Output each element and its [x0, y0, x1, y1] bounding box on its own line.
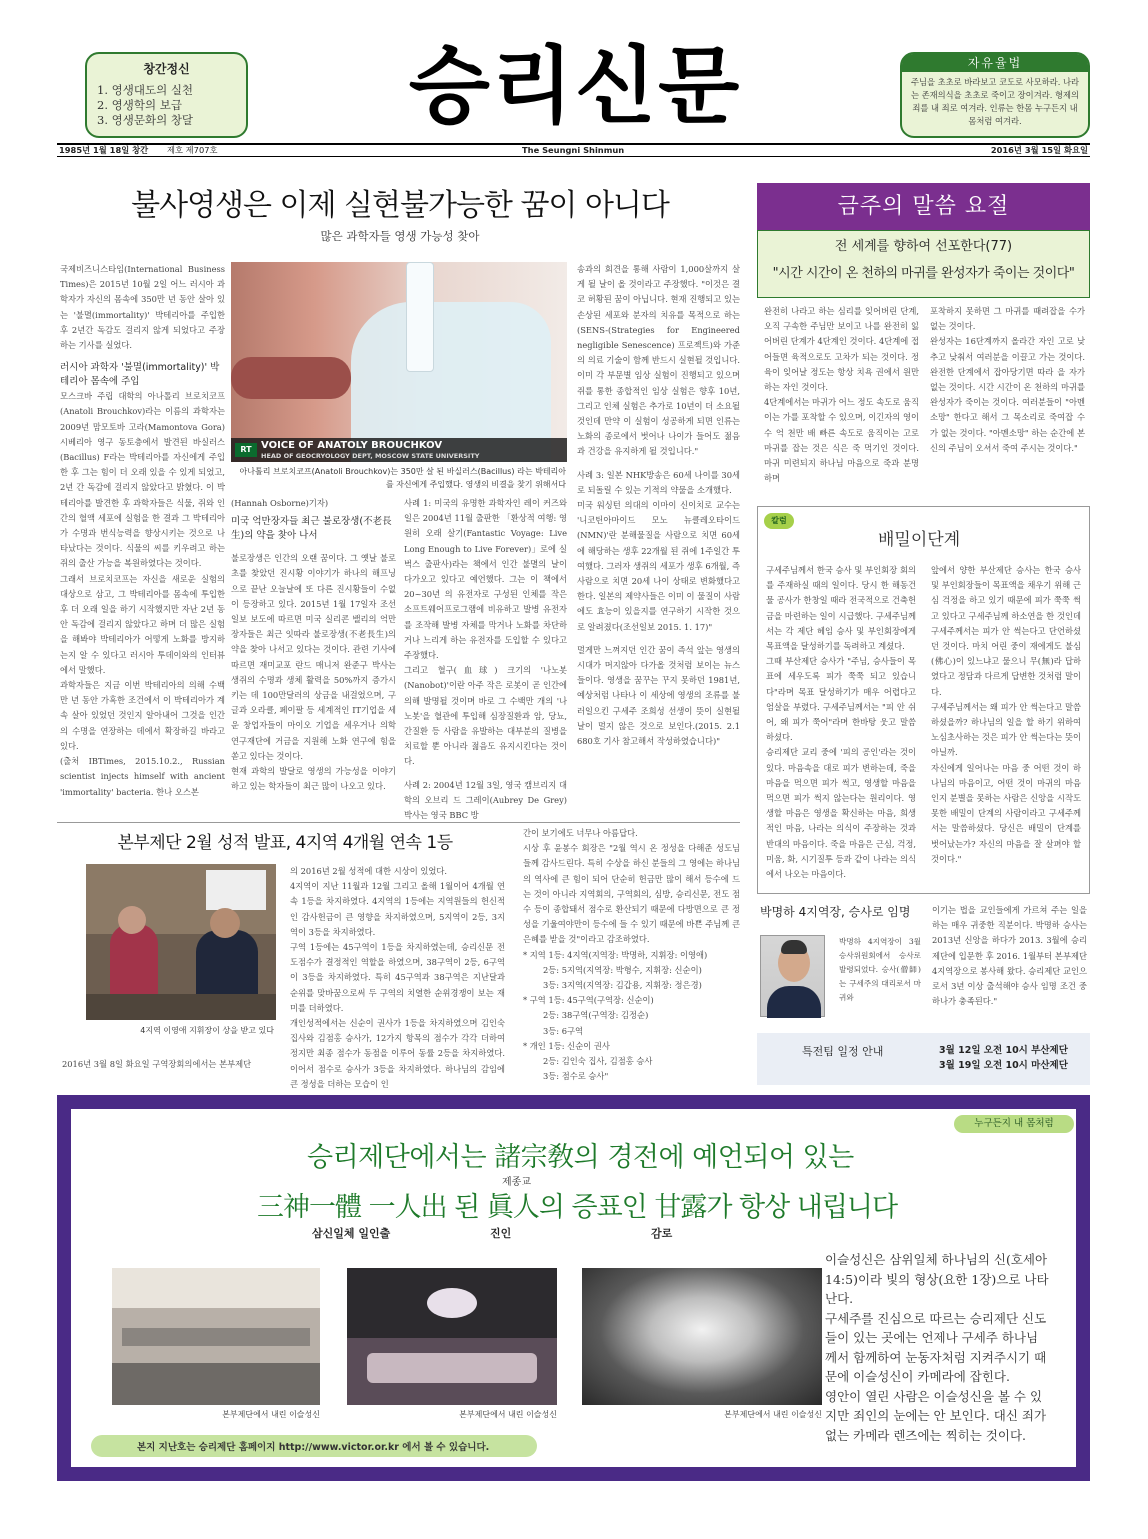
- ad-tag: 누구든지 내 몸처럼: [954, 1115, 1074, 1133]
- weekly-verse-text: 포착하지 못하면 그 마귀를 때려잡을 수가 없는 것이다. 완성자는 16단계까지 올라간 자인 고로 낮추고 낮춰서 여러분을 이끌고 가는 것이다. 완전한 단계에서 잡아당기면 따라 을 자가 없는 것이다. 시간 시간이 온 천하의 마귀를 완성자가 죽이는 것이다. 여러분들이 "아멘소망" 한다고 해서 그 목소리로 죽여잡 수가 없는 것이다. "아멘소망" 하는 순간에 본신의 주님이 오셔서 죽여 주시는 것이다.": [930, 306, 1085, 453]
- article-text: 국제비즈니스타임(International Business Times)은 2015년 10월 2일 어느 러시아 과학자가 자신의 몸속에 350만 년 동안 살아 있는 '불멸(immortality)' 박테리아를 주입한 후 2년간 독감도 걸리지 않게 되었다고 주장하는 기사를 실었다.: [60, 264, 225, 351]
- baemil-text: 앞에서 양한 부산제단 승사는 한국 승사 및 부인회장들이 목표액을 채우기 위해 근심 걱정을 하고 있기 때문에 피가 쭉쭉 썩고 있다고 구세주님께 하소연을 한 것인데 구세주께서는 피가 안 썩는다고 단언하셨던 것이다. 마치 어린 중이 재에게도 불심(佛心)이 있느냐고 물으니 무(無)라 답하였다고 정담과 다르게 답변한 것처럼 말이다. 구세주님께서는 왜 피가 안 썩는다고 말씀하셨을까? 하나님의 일을 할 하기 위하여 노심초사하는 것은 피가 안 썩는다는 뜻이 아닐까. 자신에게 일어나는 마음 중 어떤 것이 하나님의 마음이고, 어떤 것이 마귀의 마음인지 분별을 못하는 사람은 신앙을 시작도 못한 배밀이 단계의 사람이라고 구세주께서는 말씀하셨다. 당신은 배밀이 단계를 벗어났는가? 자신의 마음을 잘 살펴야 할 것이다.": [931, 565, 1081, 864]
- award-photo: [86, 864, 276, 1020]
- article-text: (Hannah Osborne)기자): [231, 498, 329, 508]
- founding-item: 3. 영생문화의 창달: [97, 113, 194, 127]
- article-subheading: 러시아 과학자 '불멸(immortality)' 박테리아 몸속에 주입: [60, 362, 220, 388]
- english-name: The Seungni Shinmun: [522, 145, 625, 155]
- weekly-verse-subbox: [757, 230, 1090, 298]
- founding-item: 1. 영생대도의 실천: [97, 83, 194, 97]
- dew-photo-caption: 본부제단에서 내린 이슬성신: [222, 1410, 320, 1419]
- newspaper-logo: 승리신문: [408, 37, 742, 135]
- ad-line1: 승리제단에서는 諸宗敎의 경전에 예언되어 있는: [307, 1142, 854, 1173]
- grades-list-item: * 개인 1등: 신순이 권사: [523, 1040, 610, 1051]
- dew-photo: [112, 1268, 320, 1405]
- dew-photo: [582, 1268, 822, 1405]
- article-text: 불로장생은 인간의 오랜 꿈이다. 그 옛날 불로초를 찾았던 진시황 이야기가 하나의 해프닝으로 끝난 오늘날에 또 다른 진시황들이 수없이 등장하고 있다. 2015년 1월 17일자 조선일보 보도에 따르면 미국 실리콘 밸리의 억만장자들은 최근 잇따라 불로장생(不老長生)의 약을 찾아 나서고 있다는 것이다. 관련 기사에 따르면 재미교포 란드 매니저 완준구 박사는 생쥐의 수명과 생체 활력을 50%까지 증가시키는 데 100만달러의 상금을 내걸었으며, 구글과 오라클, 페이팔 등 세계적인 IT기업을 세운 창업자들이 마이오 기업을 세우거나 의학연구재단에 거금을 지원해 노화 연구에 힘을 쏟고 있다는 것이다. 현재 과학의 발달로 영생의 가능성을 이야기하고 있는 학자들이 최근 많이 나오고 있다.: [231, 553, 396, 792]
- article-subheading: 미국 억만장자들 최근 불로장생(不老長生)의 약을 찾아 나서: [231, 516, 392, 542]
- weekly-verse-quote: "시간 시간이 온 천하의 마귀를 완성자가 죽이는 것이다": [772, 266, 1075, 281]
- appointment-text: 박명하 4지역장이 3월 승사위원회에서 승사로 발령되었다. 승사(僧師)는 구세주의 대리로서 마귀와: [839, 937, 921, 1002]
- article-text: 모스크바 주립 대학의 아나톨리 브로치코프(Anatoli Brouchkov)라는 이름의 과학자는 2009년 맘모토바 고라(Mamontova Gora) 시베리아 영구 동토층에서 발견된 바실러스(Bacillus) F라는 박테리아를 자신에게 주입한 후 그는 힘이 더 오래 있을 수 있게 되었고, 2년 간 독감에 걸리지 않았다고 밝혔다. 이 박테리아를 발견한 후 과학자들은 식물, 쥐와 인간의 혈액 세포에 실험을 한 결과 그 박테리아가 수명과 번식능력을 향상시키는 것으로 나타났다는 것이다. 식물의 씨를 키우려고 하는 쥐의 출산 가능을 복원하였다는 것이다. 그래서 브로치코프는 자신을 새로운 실험의 대상으로 삼고, 그 박테리아를 몸속에 투입한 후 더 오래 일을 하기 시작했지만 자난 2년 동안 독감에 걸리지 않았다고 하며 더 많은 실험을 해봐야 박테리아가 어떻게 노화를 방지하는지 알 수 있다고 러시아 투데이와의 인터뷰에서 말했다. 과학자들은 지금 이번 박테리아의 의해 수백만 년 동안 가혹한 조건에서 이 박테리아가 계속 살아 있었던 것인지 알아내어 그것을 인간의 수명을 연장하는 데에서 확장하길 바라고 있다. (출처 IBTimes, 2015.10.2., Russian scientist injects himself with ancient 'immortality' bacteria. 한나 오스본: [60, 391, 225, 797]
- dew-photo-caption: 본부제단에서 내린 이슬성신: [459, 1410, 557, 1419]
- main-headline: 불사영생은 이제 실현불가능한 꿈이 아니다: [131, 188, 669, 223]
- schedule-item: 3월 12일 오전 10시 부산제단: [939, 1045, 1068, 1056]
- weekly-verse-header: 금주의 말씀 요절: [757, 183, 1090, 230]
- founding-item: 2. 영생학의 보급: [97, 98, 182, 112]
- column-icon: 칼럼: [764, 513, 794, 529]
- homepage-footer: [91, 1435, 537, 1457]
- grades-list-item: 3등: 3지역(지역장: 김갑용, 지휘장: 정은경): [543, 980, 702, 991]
- photo-banner-main: VOICE OF ANATOLY BROUCHKOV: [261, 440, 443, 451]
- grades-list-item: 2등: 5지역(지역장: 박형수, 지휘장: 신순이): [543, 964, 702, 975]
- grades-text: 간이 보기에도 너무나 아름답다. 시상 후 윤봉수 회장은 "2월 역시 온 정성을 다해준 성도님들께 감사드린다. 특히 수상을 하신 분들의 그 영에는 하나님의 역사에 큰 힘이 되어 단순히 헌금만 많이 해서 등수에 드는 것이 아니라 지역회의, 구역회의, 심방, 승리신문, 전도 점수 등이 종합돼서 점수로 환산되기 때문에 다방면으로 큰 정성을 기울여야만이 등수에 들 수 있기 때문에 바쁜 주님께 큰 은혜를 받을 것"이라고 감조하였다.: [523, 828, 740, 945]
- dew-photo: [347, 1268, 557, 1405]
- baemil-title: 배밀이단계: [878, 530, 961, 550]
- tv-channel-logo: RT: [235, 443, 257, 457]
- photo-caption: 아나톨리 브로치코프(Anatoli Brouchkov)는 350만 살 된 바실러스(Bacillus) 라는 박테리아를 자신에게 주입했다. 영생의 비결을 찾기 위해서다: [239, 467, 566, 489]
- dew-explanation: 이슬성신은 삼위일체 하나님의 신(호세아 14:5)이라 빛의 형상(요한 1장)으로 나타난다. 구세주를 진심으로 따르는 승리제단 신도들이 있는 곳에는 언제나 구세주 하나님께서 함께하여 눈동자처럼 지켜주시기 때문에 이슬성신이 카메라에 잡힌다. 영안이 열린 사람은 이슬성신을 볼 수 있지만 죄인의 눈에는 안 보인다. 대신 죄가 없는 카메라 렌즈에는 찍히는 것이다.: [825, 1252, 1049, 1443]
- article-text: 사례 2: 2004년 12월 3일, 영국 캠브리지 대학의 오브리 드 그레이(Aubrey De Grey) 박사는 영국 BBC 방: [404, 779, 567, 821]
- article-text: 사례 1: 미국의 유명한 과학자인 레이 커즈와일은 2004년 11월 출판한 「환상적 여행: 영원히 오래 살기(Fantastic Voyage: Live Long Enough to Live Forever)」로에 실 벅스 출판사)라는 책에서 인간 불멸의 날이 다가오고 있다고 예언했다. 그는 이 책에서 20~30년 의 유전자로 구성된 인체를 작은 소프트웨어프로그램에 비유하고 발병 유전자를 조작해 발병 자체를 막거나 노화를 차단하거나 느리게 하는 유전자를 도입할 수 있다고 주장했다. 그리고 혈구(血球) 크기의 '나노봇(Nanobot)'이란 아주 작은 로봇이 곧 인간에 의해 발명될 것이며 바로 그 수백만 개의 '나노봇'을 혈관에 투입해 심장질환과 암, 당뇨, 간질환 등 사람을 유발하는 대부분의 질병을 치료할 뿐 아니라 젊음도 유지시킨다는 것이다.: [404, 498, 567, 767]
- ad-line2: 三神一體 一人出 된 眞人의 증표인 甘露가 항상 내립니다: [257, 1192, 898, 1223]
- motto-text: 주님을 초초로 바라보고 코도로 사모하라. 나라는 존재의식을 초초로 죽이고 장이겨라. 형제의 죄를 내 죄로 여겨라. 인류는 한몸 누구든지 내몸처럼 여겨라.: [910, 77, 1080, 126]
- dew-photo-caption: 본부제단에서 내린 이슬성신: [724, 1410, 822, 1419]
- issue-date: 2016년 3월 15일 화요일: [990, 145, 1088, 155]
- grades-text: 의 2016년 2월 성적에 대한 시상이 있었다. 4지역이 지난 11월과 12월 그리고 올해 1월이어 4개월 연속 1등을 차지하였다. 4지역의 1등에는 지역원들의 헌신적인 감사헌금이 큰 영향을 차지하였으며, 5지역이 2등, 3지역이 3등을 차지하였다. 구역 1등에는 45구역이 1등을 차지하였는데, 승리신문 전도점수가 결정적인 역할을 하였으며, 38구역이 2등, 6구역이 3등을 차지하였다. 특히 45구역과 38구역은 지난달과 순위를 맞바꿈으로써 두 구역의 치열한 순위경쟁이 보는 재미를 더하였다. 개인성적에서는 신순이 권사가 1등을 차지하였으며 김인숙 집사와 김점홍 승사가, 12가지 항목의 점수가 각각 더하여정지만 최종 점수가 동점을 이루어 동률 2등을 차지하였다. 이어서 점수로 승사가 3등을 차지하였다. 하나님의 감임에 큰 정성을 더하는 모습이 인: [290, 866, 505, 1089]
- article-text: 사례 3: 일본 NHK방송은 60세 나이를 30세로 되돌릴 수 있는 기적의 약물을 소개했다. 미국 워싱턴 의대의 이마이 신이치로 교수는 '니코틴아마이드 모노 뉴클레오타이드(NMN)'란 분해물질을 사람으로 치면 60세에 해당하는 생후 22개월 된 쥐에 1주일간 투여했다. 그러자 생쥐의 세포가 생후 6개월, 즉 사람으로 치면 20세 나이 상태로 변화했다고 한다. 일본의 제약사들은 이미 이 물질이 사람에도 효능이 있을지를 연구하기 시작한 것으로 알려졌다(조선일보 2015. 1. 17)": [577, 469, 740, 632]
- schedule-item: 3월 19일 오전 10시 마산제단: [939, 1060, 1068, 1071]
- section-rule: [57, 822, 740, 823]
- grades-list-item: * 지역 1등: 4지역(지역장: 박명하, 지휘장: 이영애): [523, 949, 708, 960]
- grades-list-item: 3등: 6구역: [543, 1025, 584, 1036]
- article-text: 송과의 회견을 통해 사람이 1,000살까지 살게 될 날이 올 것이라고 주장했다. "이것은 결코 허황된 꿈이 아닙니다. 현재 진행되고 있는 손상된 세포와 분자의 치유를 목적으로 하는 (SENS-(Strategies for Engineered negligible Senescence) 프로젝트)와 가준의 의료 기술이 함께 반드시 실현될 것입니다. 이미 각 부문별 임상 실험이 진행되고 있으며 쥐를 통한 종합적인 임상 실험은 향후 10년, 그리고 인체 실험은 추가로 10년이 더 소요될 것인데 만약 이 실험이 성공하게 되면 인류는 노화의 종로에서 벗어나 나이가 들어도 젊음과 건강을 유지하게 될 것입니다.": [577, 264, 740, 457]
- issue-number: 제호 제707호: [167, 145, 218, 155]
- founding-spirit-title: 창간정신: [143, 62, 190, 76]
- dew-ad-panel: [57, 1095, 1090, 1481]
- photo-banner-sub: HEAD OF GEOCRYOLOGY DEPT, MOSCOW STATE UNIVERSITY: [261, 452, 480, 460]
- weekly-verse-text: 완전히 나라고 하는 심리를 잊어버린 단계, 오직 구속한 주님만 보이고 나를 완전히 잃어버린 단계가 4단계인 것이다. 4단계에 접어들면 육적으로도 고차가 되는 것이다. 정육이 잊어날 정도는 항상 치욕 권에서 원만하는 자인 것이다. 4단계에서는 마귀가 어느 정도 속도로 움직이는 가를 포착할 수 있으며, 이긴자의 영이 수 억 천만 배 빠른 속도로 움직이는 고로 마귀를 잡는 것은 식은 죽 먹기인 것이다. 마귀 미련되지 하나님 마음으로 죽과 분명하며: [764, 306, 919, 484]
- main-subhead: 많은 과학자들 영생 가능성 찾아: [320, 229, 480, 243]
- grades-list-item: 2등: 김인숙 집사, 김점홍 승사: [543, 1056, 653, 1067]
- motto-box: [900, 52, 1090, 138]
- grades-headline: 본부제단 2월 성적 발표, 4지역 4개월 연속 1등: [117, 833, 453, 853]
- baemil-text: 구세주님께서 한국 승사 및 부인회장 회의를 주재하실 때의 일이다. 당시 한 해동건물 공사가 한창일 때라 전국적으로 건축헌금을 마련하는 일이 시급했다. 구세주님께서는 각 제단 헤임 승사 및 부인회장에게 목표액을 달성하기를 독려하고 계셨다. 그때 부산제단 승사가 "주님, 승사들이 목표에 세우도록 피가 쭉쭉 되고 있습니다"라며 목표 달성하기가 매우 어렵다고 엄살을 부렸다. 구세주님께서는 "피 안 쉬어, 왜 피가 쭉어"라며 한바탕 웃고 말씀하셨다. 승리제단 교리 중에 '피의 공인'라는 것이 있다. 마음속을 대로 피가 변하는데, 죽을 마음을 먹으면 피가 썩고, 영생할 마음을 먹으면 피가 썩지 않는다는 원리이다. 영생할 마음은 영생을 확신하는 마음, 희생적인 마음, 나라는 의식이 주장하는 것과 반대의 마음이다. 죽을 마음은 근심, 걱정, 미움, 화, 시기질투 등과 같이 나라는 의식에서 나오는 마음이다.: [766, 565, 916, 880]
- ad-gloss: 진인: [490, 1227, 512, 1240]
- dateline-bar: [57, 143, 1090, 157]
- grades-list-item: * 구역 1등: 45구역(구역장: 신순이): [523, 995, 654, 1006]
- founding-spirit-box: [85, 52, 248, 138]
- appointment-text: 이기는 법을 교인들에게 가르쳐 주는 일을 하는 매우 귀중한 직분이다. 박명하 승사는 2013년 신앙을 하다가 2013. 3월에 승리제단에 입문한 후 2016. 1월부터 본부제단 4지역장으로 봉사해 왔다. 승리제단 교인으로서 3년 이상 출석해야 승사 임명 조건 중 하나가 충족된다.": [932, 905, 1087, 1007]
- portrait-photo: [760, 935, 825, 1017]
- appointment-title: 박명하 4지역장, 승사로 임명: [760, 905, 911, 919]
- grades-list-item: 3등: 점수로 승사": [543, 1071, 609, 1082]
- brouchkov-photo: [231, 262, 567, 462]
- founding-date: 1985년 1월 18일 창간: [59, 145, 149, 155]
- schedule-label: 특전팀 일정 안내: [802, 1045, 884, 1058]
- award-photo-caption: 4지역 이영애 지휘장이 상을 받고 있다: [140, 1026, 274, 1035]
- article-text: 멀게만 느껴지던 인간 꿈이 즉석 앞는 영생의 시대가 머지않아 다가올 것처럼 보이는 뉴스들이다. 영생을 꿈꾸는 꾸지 못하던 1981년, 예상처럼 나타나 이 세상에 영생의 조류를 불러일으킨 구세주 조희성 선생이 뜻이 실현될 날이 멀지 않은 것으로 보인다.(2015. 2.1 680호 기사 참고해서 작성하였습니다)": [577, 644, 740, 747]
- weekly-verse-series: 전 세계를 향하여 선포한다(77): [834, 239, 1013, 254]
- schedule-box: [757, 1033, 1090, 1085]
- ad-gloss: 감로: [651, 1227, 673, 1240]
- homepage-link[interactable]: 본지 지난호는 승리제단 홈페이지 http://www.victor.or.kr 에서 볼 수 있습니다.: [137, 1442, 490, 1453]
- ad-line1-gloss: 제종교: [502, 1177, 531, 1188]
- motto-title: 자유율법: [902, 54, 1088, 72]
- grades-text: 2016년 3월 8일 화요일 구역장회의에서는 본부제단: [62, 1059, 252, 1069]
- grades-list-item: 2등: 38구역(구역장: 김정순): [543, 1010, 649, 1021]
- ad-gloss: 삼신일체 일인출: [312, 1227, 391, 1240]
